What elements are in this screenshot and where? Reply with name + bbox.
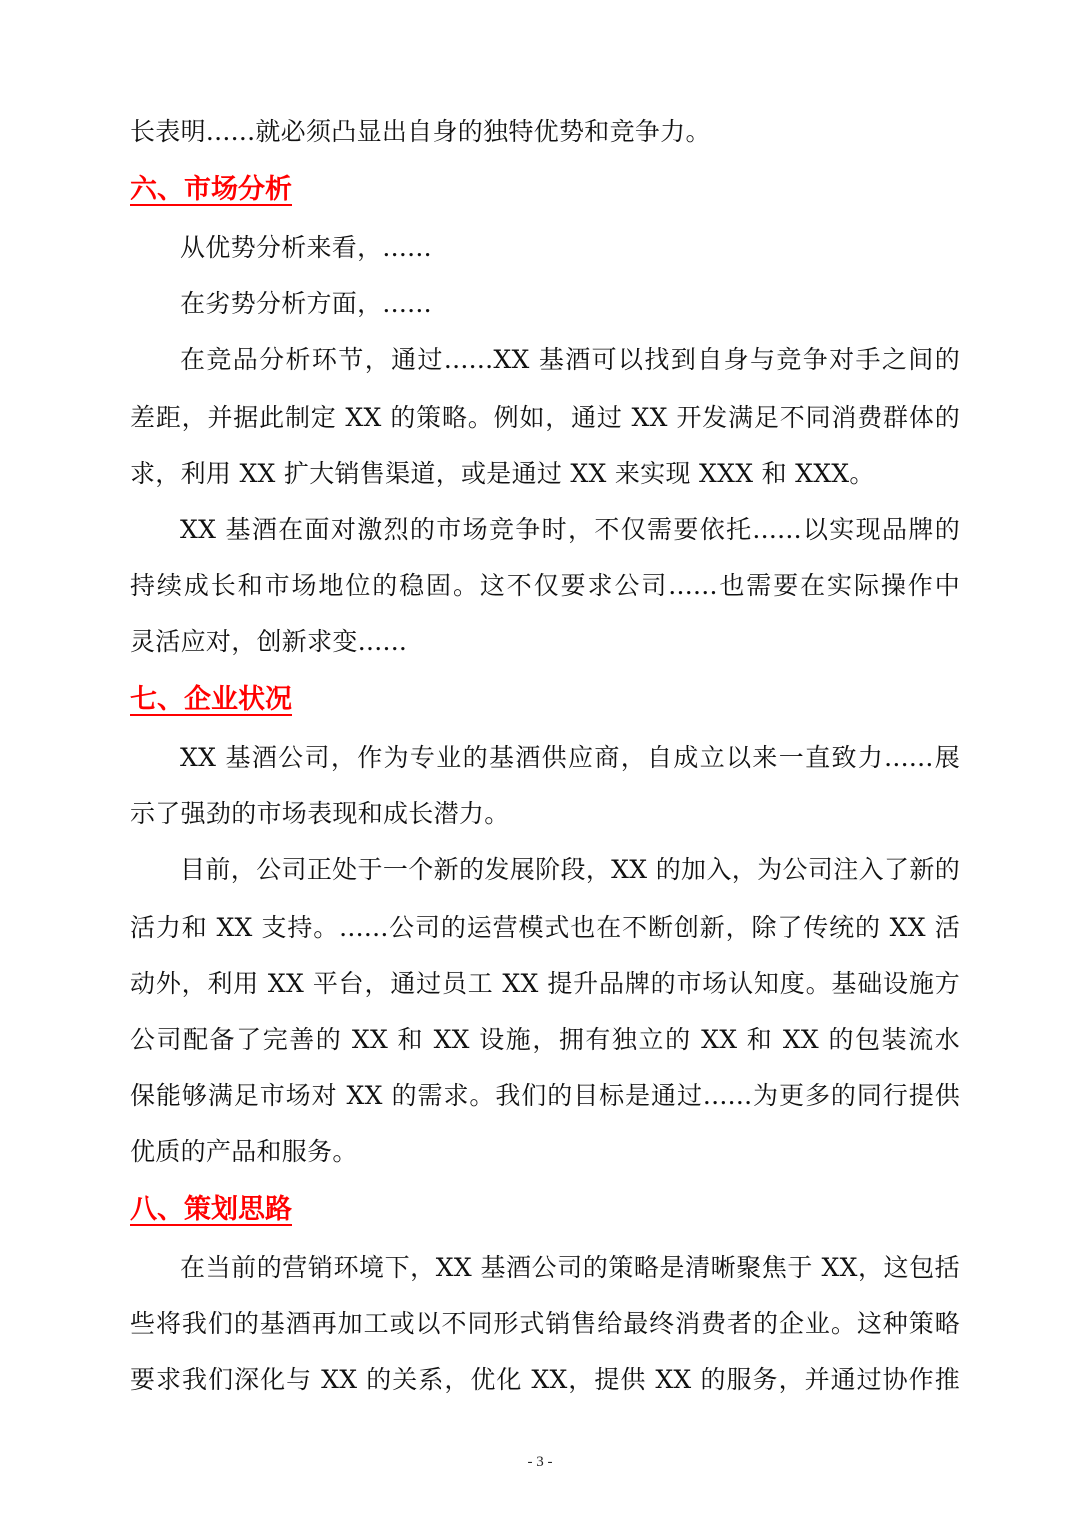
paragraph-line: 求，利用 XX 扩大销售渠道，或是通过 XX 来实现 XXX 和 XXX。 xyxy=(130,459,875,488)
section-heading-company-status: 七、企业状况 xyxy=(130,684,292,715)
paragraph-line: 在劣势分析方面，...... xyxy=(180,289,432,318)
paragraph-line: 公司配备了完善的 XX 和 XX 设施，拥有独立的 XX 和 XX 的包装流水 xyxy=(130,1025,960,1054)
page-number: - 3 - xyxy=(527,1454,553,1470)
paragraph-line: 在竞品分析环节，通过......XX 基酒可以找到自身与竞争对手之间的 xyxy=(180,345,960,374)
paragraph-line: 差距，并据此制定 XX 的策略。例如，通过 XX 开发满足不同消费群体的 xyxy=(130,403,960,432)
paragraph-line: 目前，公司正处于一个新的发展阶段，XX 的加入，为公司注入了新的 xyxy=(180,855,960,884)
paragraph-line: 动外，利用 XX 平台，通过员工 XX 提升品牌的市场认知度。基础设施方 xyxy=(130,969,960,998)
paragraph-line: 优质的产品和服务。 xyxy=(130,1137,358,1166)
paragraph-line: 灵活应对，创新求变...... xyxy=(130,627,408,656)
paragraph-line: 持续成长和市场地位的稳固。这不仅要求公司......也需要在实际操作中 xyxy=(130,571,960,600)
paragraph-line: 些将我们的基酒再加工或以不同形式销售给最终消费者的企业。这种策略 xyxy=(130,1309,960,1338)
paragraph-line: 长表明......就必须凸显出自身的独特优势和竞争力。 xyxy=(130,117,711,146)
paragraph-line: 在当前的营销环境下，XX 基酒公司的策略是清晰聚焦于 XX，这包括 xyxy=(180,1253,960,1282)
paragraph-line: 保能够满足市场对 XX 的需求。我们的目标是通过......为更多的同行提供 xyxy=(130,1081,960,1110)
paragraph-line: 要求我们深化与 XX 的关系，优化 XX，提供 XX 的服务，并通过协作推 xyxy=(130,1365,960,1394)
section-heading-market-analysis: 六、市场分析 xyxy=(130,174,292,205)
paragraph-line: 活力和 XX 支持。......公司的运营模式也在不断创新，除了传统的 XX 活 xyxy=(130,913,960,942)
paragraph-line: XX 基酒公司，作为专业的基酒供应商，自成立以来一直致力......展 xyxy=(180,743,960,772)
paragraph-line: XX 基酒在面对激烈的市场竞争时，不仅需要依托......以实现品牌的 xyxy=(180,515,960,544)
paragraph-line: 示了强劲的市场表现和成长潜力。 xyxy=(130,799,510,828)
paragraph-line: 从优势分析来看，...... xyxy=(180,233,432,262)
section-heading-planning-approach: 八、策划思路 xyxy=(130,1194,292,1225)
